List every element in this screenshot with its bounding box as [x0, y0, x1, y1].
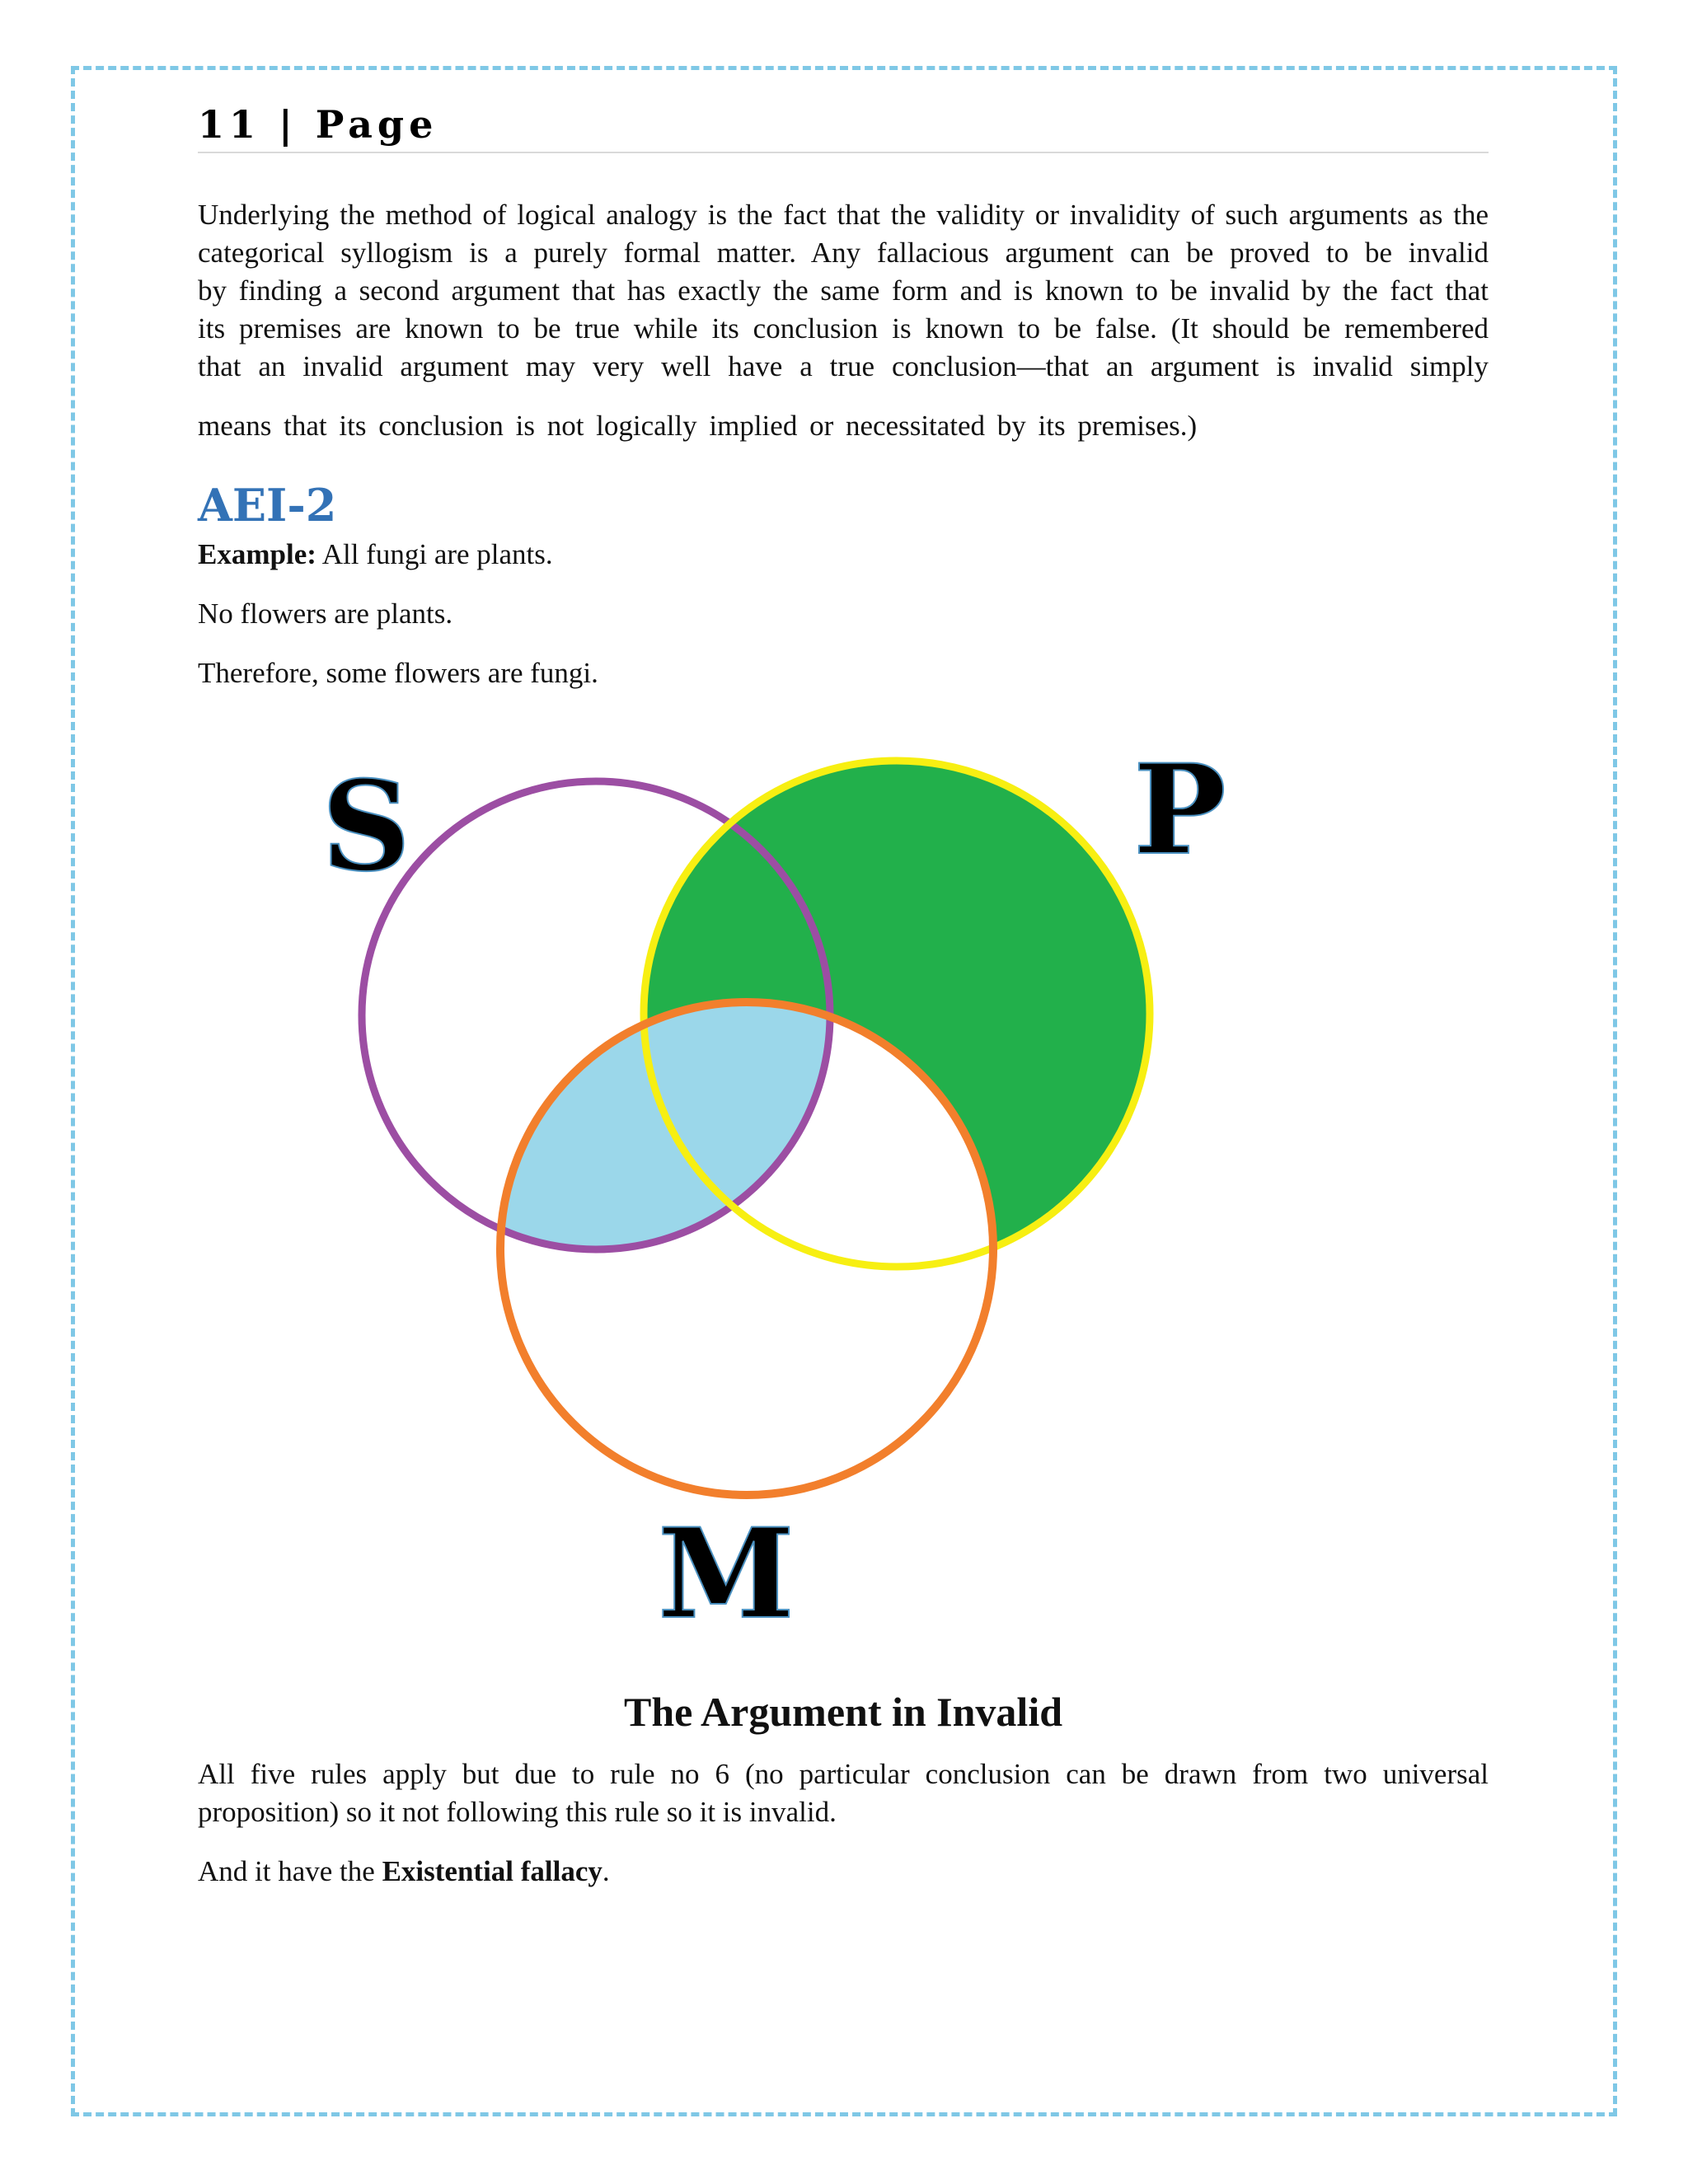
intro-line: its premises are known to be true while its conclusion is known to be false. (It should be remembered	[198, 312, 1489, 344]
intro-line: that an invalid argument may very well have a true conclusion—that an argument is invalid simply	[198, 350, 1489, 382]
label-p: P	[1133, 742, 1226, 883]
example-label: Example:	[198, 538, 316, 570]
fallacy-term: Existential fallacy	[382, 1855, 603, 1887]
page-number: 11 | Page	[198, 102, 438, 147]
label-m: M	[658, 1502, 795, 1647]
intro-line: by finding a second argument that has exactly the same form and is known to be invalid by the fact that	[198, 274, 1489, 307]
rules-line: All five rules apply but due to rule no 6 (no particular conclusion can be drawn from two universal	[198, 1758, 1489, 1790]
rules-line: proposition) so it not following this rule so it is invalid.	[198, 1796, 837, 1828]
fallacy-suffix: .	[602, 1855, 610, 1887]
intro-line: Underlying the method of logical analogy is the fact that the validity or invalidity of such arguments as the	[198, 199, 1489, 231]
diagram-caption: The Argument in Invalid	[623, 1689, 1063, 1735]
venn-diagram	[264, 742, 1335, 1648]
fallacy-line	[198, 1853, 610, 1891]
page-header	[198, 97, 1489, 153]
example-premise-2: No flowers are plants.	[198, 598, 453, 630]
intro-paragraph	[198, 196, 1489, 445]
fallacy-prefix: And it have the	[198, 1855, 382, 1887]
rules-paragraph	[198, 1755, 1489, 1831]
example-premise-1	[198, 536, 553, 574]
intro-line: categorical syllogism is a purely formal matter. Any fallacious argument can be proved to be invalid	[198, 237, 1489, 269]
example-conclusion: Therefore, some flowers are fungi.	[198, 657, 598, 689]
section-heading: AEI-2	[198, 479, 337, 532]
premise-text: All fungi are plants.	[316, 538, 553, 570]
intro-line: means that its conclusion is not logically implied or necessitated by its premises.)	[198, 410, 1198, 442]
label-s: S	[321, 754, 411, 899]
